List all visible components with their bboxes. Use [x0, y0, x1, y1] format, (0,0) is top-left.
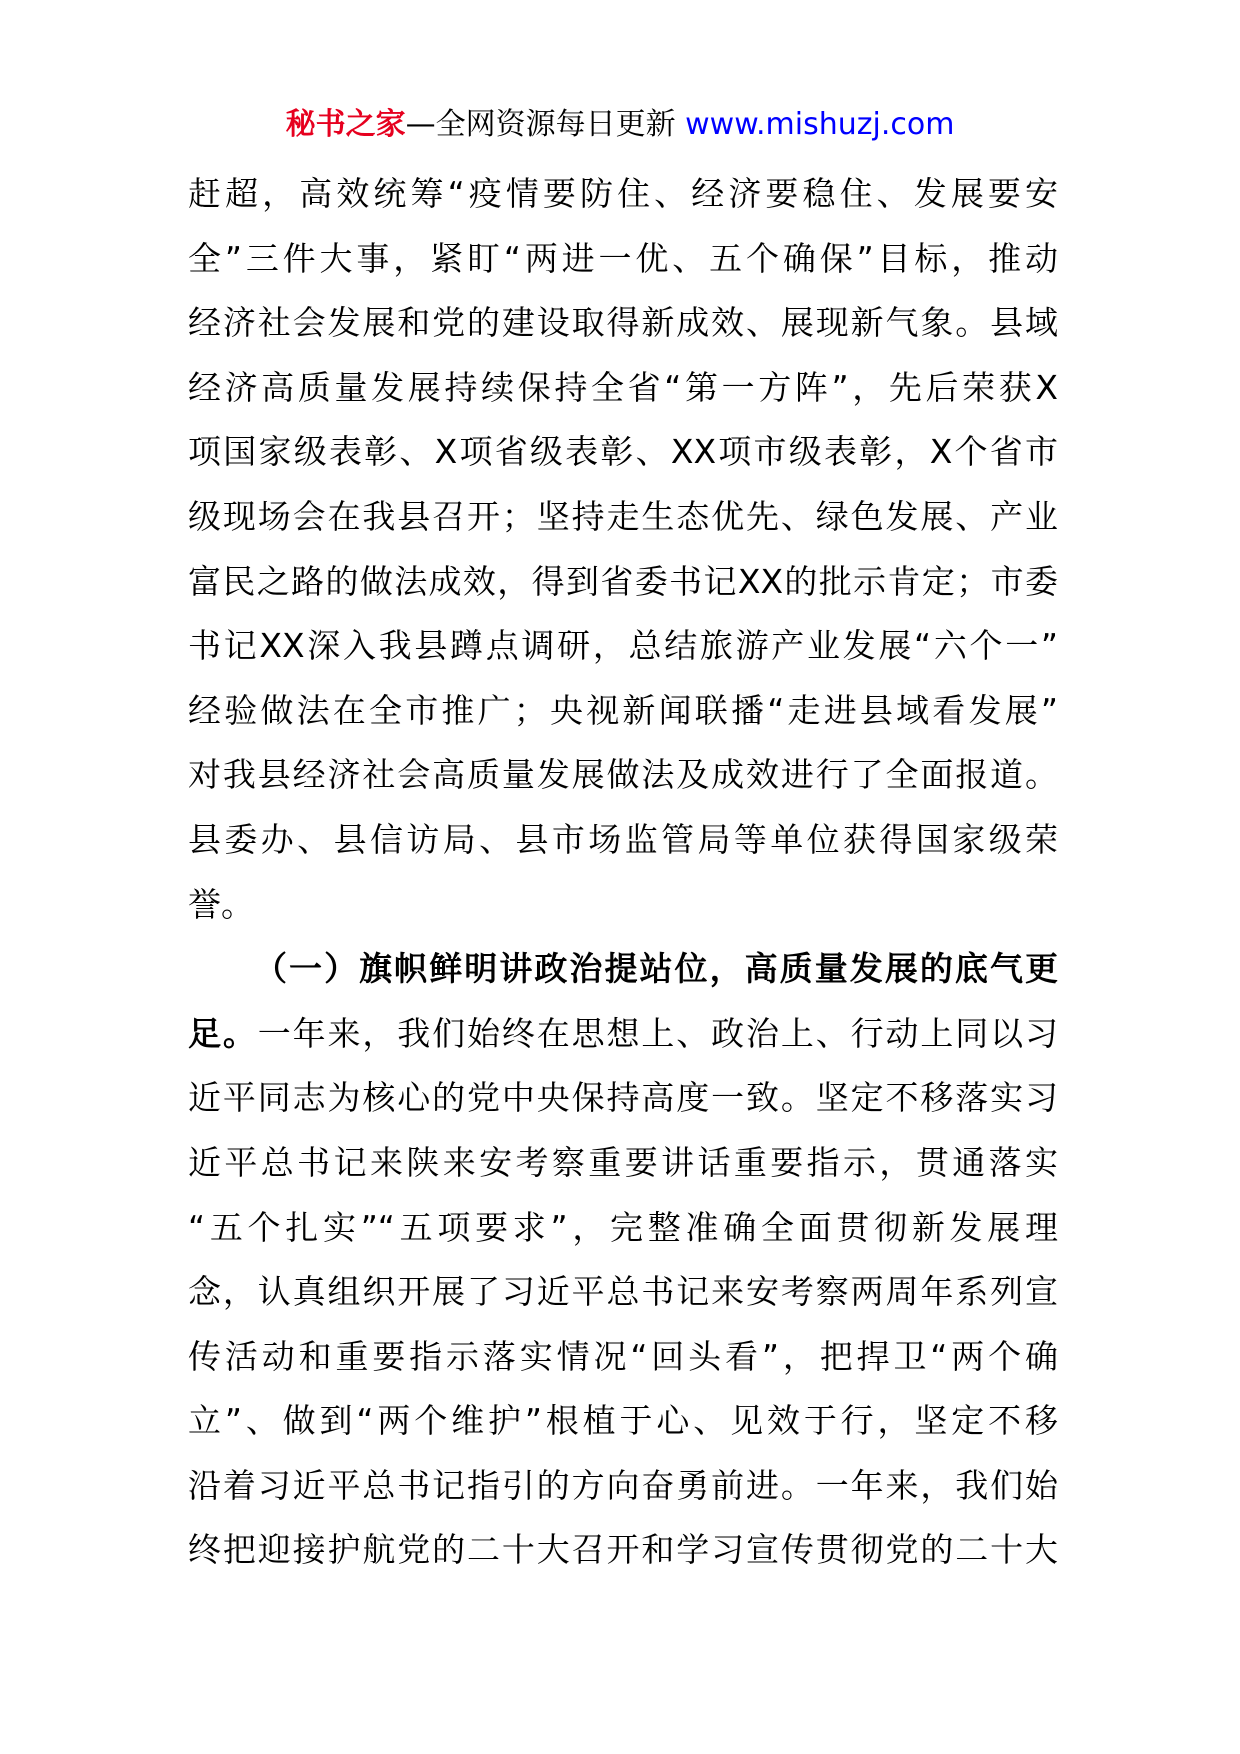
text-line: 近平总书记来陕来安考察重要讲话重要指示，贯通落实 — [188, 1142, 1058, 1182]
text-line: 立”、做到“两个维护”根植于心、见效于行，坚定不移 — [188, 1401, 1058, 1441]
text-line: 经济社会发展和党的建设取得新成效、展现新气象。县域 — [188, 303, 1058, 343]
text-line: 经验做法在全市推广；央视新闻联播“走进县域看发展” — [188, 690, 1058, 730]
text-line: 赶超，高效统筹“疫情要防住、经济要稳住、发展要安 — [188, 174, 1058, 213]
document-body — [188, 162, 1058, 1583]
text-line: 经济高质量发展持续保持全省“第一方阵”，先后荣获X — [188, 367, 1058, 407]
text-line: “五个扎实”“五项要求”，完整准确全面贯彻新发展理 — [188, 1207, 1058, 1247]
page-header — [0, 102, 1240, 148]
text-line: 县委办、县信访局、县市场监管局等单位获得国家级荣 — [188, 819, 1058, 859]
section-heading-continuation — [188, 1002, 1058, 1067]
text-line: 级现场会在我县召开；坚持走生态优先、绿色发展、产业 — [188, 496, 1058, 536]
text-line: 念，认真组织开展了习近平总书记来安考察两周年系列宣 — [188, 1272, 1058, 1312]
text-line: 对我县经济社会高质量发展做法及成效进行了全面报道。 — [188, 755, 1058, 795]
text-line: 誉。 — [188, 884, 254, 924]
text-line: 项国家级表彰、X项省级表彰、XX项市级表彰，X个省市 — [188, 432, 1058, 472]
text-line: 沿着习近平总书记指引的方向奋勇前进。一年来，我们始 — [188, 1465, 1058, 1505]
text-line: 书记XX深入我县蹲点调研，总结旅游产业发展“六个一” — [188, 626, 1058, 666]
text-line: 富民之路的做法成效，得到省委书记XX的批示肯定；市委 — [188, 561, 1058, 601]
text-line: 终把迎接护航党的二十大召开和学习宣传贯彻党的二十大 — [188, 1530, 1058, 1570]
site-tagline: —全网资源每日更新 — [405, 107, 676, 142]
section-text: 一年来，我们始终在思想上、政治上、行动上同以习 — [257, 1013, 1058, 1053]
text-line: 传活动和重要指示落实情况“回头看”，把捍卫“两个确 — [188, 1336, 1058, 1376]
site-url-link[interactable]: www.mishuzj.com — [685, 107, 955, 142]
text-line: 全”三件大事，紧盯“两进一优、五个确保”目标，推动 — [188, 238, 1058, 278]
text-line: 近平同志为核心的党中央保持高度一致。坚定不移落实习 — [188, 1078, 1058, 1118]
section-heading-end: 足。 — [188, 1013, 258, 1053]
section-heading: （一）旗帜鲜明讲政治提站位，高质量发展的底气更 — [254, 949, 1058, 989]
site-brand: 秘书之家 — [285, 107, 406, 142]
